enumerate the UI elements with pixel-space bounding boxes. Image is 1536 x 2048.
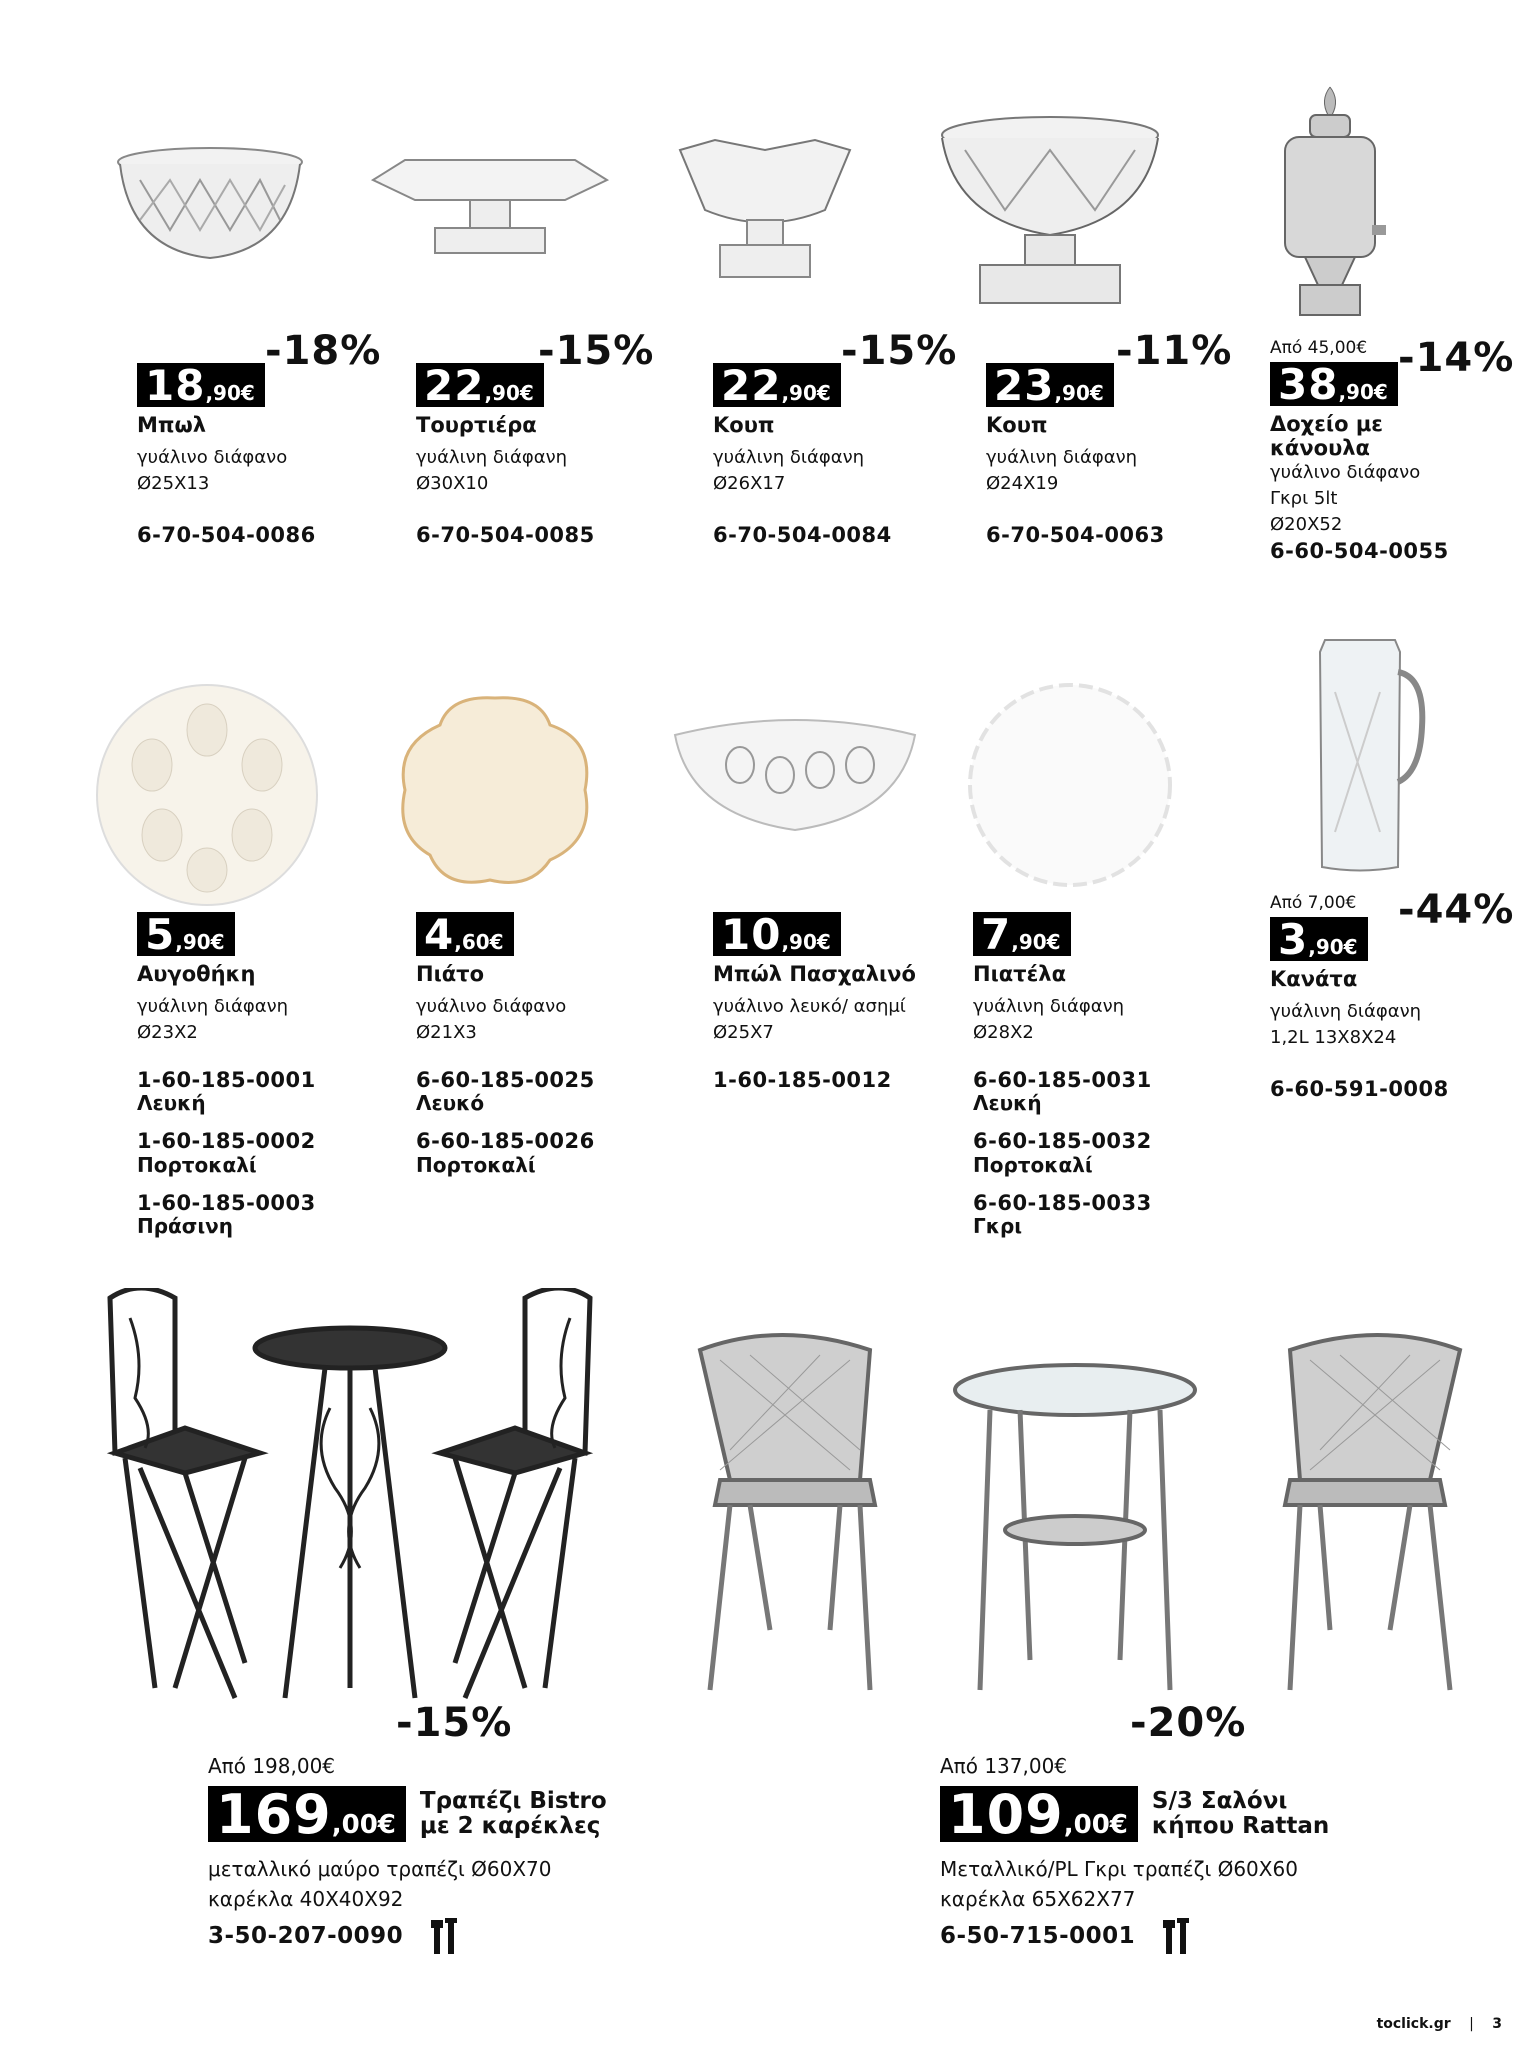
price-integer: 3 bbox=[1278, 915, 1309, 964]
code-row bbox=[940, 1916, 1360, 1956]
product-name: Δοχείο με κάνουλα bbox=[1270, 412, 1383, 461]
product-name: Πιάτο bbox=[416, 962, 485, 986]
discount-badge: -20% bbox=[1130, 1700, 1247, 1746]
desc-line: καρέκλα 65Χ62Χ77 bbox=[940, 1887, 1136, 1911]
variant-item bbox=[973, 1129, 1243, 1176]
product-code: 3-50-207-0090 bbox=[208, 1923, 404, 1949]
product-card bbox=[713, 912, 983, 1106]
drink-dispenser-image bbox=[1270, 85, 1390, 325]
variant-color: Γκρι bbox=[973, 1213, 1023, 1238]
variant-item bbox=[137, 1129, 407, 1176]
product-description bbox=[137, 445, 407, 497]
price-tag bbox=[1270, 360, 1398, 409]
product-code: 6-60-504-0055 bbox=[1270, 538, 1449, 563]
desc-line: Γκρι 5lt bbox=[1270, 488, 1338, 510]
variant-color: Λευκό bbox=[416, 1091, 485, 1116]
name-line: S/3 Σαλόνι bbox=[1151, 1787, 1288, 1814]
product-card bbox=[1270, 335, 1520, 563]
variant-code: 1-60-185-0001 bbox=[137, 1068, 316, 1093]
product-name bbox=[1152, 1789, 1329, 1840]
product-description bbox=[1270, 999, 1520, 1051]
product-card bbox=[973, 912, 1243, 1252]
discount-badge: -15% bbox=[538, 328, 655, 374]
product-name: Μπώλ Πασχαλινό bbox=[713, 962, 916, 986]
variant-item bbox=[973, 1068, 1243, 1115]
glass-coupe-image bbox=[675, 135, 855, 285]
price-integer: 22 bbox=[721, 361, 782, 410]
egg-holder-plate-image bbox=[92, 680, 322, 910]
price-decimal: ,90€ bbox=[1054, 381, 1104, 405]
desc-line: Ø23Χ2 bbox=[137, 1022, 198, 1044]
price-integer: 4 bbox=[424, 910, 455, 959]
product-code: 6-70-504-0084 bbox=[713, 523, 892, 548]
variant-item bbox=[973, 1191, 1243, 1238]
product-name: Μπωλ bbox=[137, 413, 207, 437]
desc-line: γυάλινη διάφανη bbox=[713, 447, 865, 469]
variant-color: Πορτοκαλί bbox=[973, 1152, 1093, 1177]
price-decimal: ,90€ bbox=[1011, 930, 1061, 954]
price-tag bbox=[713, 910, 841, 959]
price-tag bbox=[986, 361, 1114, 410]
variant-color: Πράσινη bbox=[137, 1213, 234, 1238]
product-description bbox=[1270, 460, 1520, 538]
discount-badge: -15% bbox=[396, 1700, 513, 1746]
variant-color: Πορτοκαλί bbox=[416, 1152, 536, 1177]
price-integer: 18 bbox=[145, 361, 206, 410]
original-price: Από 137,00€ bbox=[940, 1754, 1068, 1778]
original-price: Από 7,00€ bbox=[1270, 893, 1357, 913]
product-description bbox=[416, 994, 686, 1046]
glass-jug-image bbox=[1310, 632, 1430, 877]
footer-separator: | bbox=[1469, 2016, 1474, 2032]
price-decimal: ,90€ bbox=[205, 381, 255, 405]
price-decimal: ,90€ bbox=[1308, 935, 1358, 959]
product-code: 6-70-504-0086 bbox=[137, 523, 316, 548]
page-number: 3 bbox=[1492, 2016, 1502, 2032]
variant-code: 6-60-185-0031 bbox=[973, 1068, 1152, 1093]
desc-line: 1,2L 13Χ8Χ24 bbox=[1270, 1027, 1397, 1049]
site-link[interactable]: toclick.gr bbox=[1376, 2016, 1451, 2032]
platter-image bbox=[965, 680, 1175, 890]
price-tag bbox=[137, 910, 235, 959]
variant-item bbox=[137, 1068, 407, 1115]
desc-line: γυάλινο διάφανο bbox=[137, 447, 288, 469]
variant-code: 6-60-185-0025 bbox=[416, 1068, 595, 1093]
variant-item bbox=[137, 1191, 407, 1238]
variant-item bbox=[416, 1068, 686, 1115]
desc-line: γυάλινη διάφανη bbox=[137, 996, 289, 1018]
price-tag bbox=[416, 361, 544, 410]
product-card bbox=[416, 328, 686, 548]
desc-line: Μεταλλικό/PL Γκρι τραπέζι Ø60Χ60 bbox=[940, 1857, 1298, 1881]
price-integer: 169 bbox=[216, 1783, 332, 1846]
price-decimal: ,90€ bbox=[781, 930, 831, 954]
price-row bbox=[208, 1783, 628, 1846]
cake-stand-image bbox=[365, 150, 615, 260]
variant-item bbox=[416, 1129, 686, 1176]
product-code: 6-70-504-0063 bbox=[986, 523, 1165, 548]
product-description bbox=[713, 994, 983, 1046]
price-integer: 5 bbox=[145, 910, 176, 959]
product-card bbox=[713, 328, 983, 548]
product-name: Αυγοθήκη bbox=[137, 962, 256, 986]
product-code: 6-60-591-0008 bbox=[1270, 1077, 1449, 1102]
desc-line: Ø30Χ10 bbox=[416, 473, 489, 495]
price-decimal: ,90€ bbox=[484, 381, 534, 405]
product-name: Κουπ bbox=[713, 413, 775, 437]
furniture-offer bbox=[208, 1700, 628, 1956]
crystal-coupe-image bbox=[935, 110, 1165, 310]
price-integer: 7 bbox=[981, 910, 1012, 959]
desc-line: γυάλινη διάφανη bbox=[973, 996, 1125, 1018]
product-description bbox=[973, 994, 1243, 1046]
name-line: με 2 καρέκλες bbox=[419, 1813, 601, 1839]
desc-line: Ø28Χ2 bbox=[973, 1022, 1034, 1044]
desc-line: Ø25Χ13 bbox=[137, 473, 210, 495]
product-card bbox=[1270, 887, 1520, 1102]
product-description bbox=[713, 445, 983, 497]
price-integer: 23 bbox=[994, 361, 1055, 410]
discount-badge: -14% bbox=[1398, 335, 1515, 381]
product-description bbox=[416, 445, 686, 497]
variant-color: Λευκή bbox=[137, 1091, 206, 1116]
easter-bowl-image bbox=[670, 705, 920, 845]
price-decimal: ,90€ bbox=[1338, 380, 1388, 404]
variant-list bbox=[137, 1068, 407, 1237]
price-decimal: ,00€ bbox=[331, 1810, 396, 1840]
bistro-set-image bbox=[95, 1288, 605, 1708]
desc-line: Ø26Χ17 bbox=[713, 473, 786, 495]
discount-badge: -15% bbox=[841, 328, 958, 374]
variant-color: Λευκή bbox=[973, 1091, 1042, 1116]
desc-line: καρέκλα 40Χ40Χ92 bbox=[208, 1887, 404, 1911]
desc-line: μεταλλικό μαύρο τραπέζι Ø60Χ70 bbox=[208, 1857, 552, 1881]
product-name: Κανάτα bbox=[1270, 967, 1358, 991]
variant-list bbox=[713, 1068, 983, 1092]
desc-line: Ø24Χ19 bbox=[986, 473, 1059, 495]
desc-line: γυάλινη διάφανη bbox=[416, 447, 568, 469]
desc-line: γυάλινη διάφανη bbox=[1270, 1001, 1422, 1023]
code-row bbox=[208, 1916, 628, 1956]
flower-plate-image bbox=[390, 690, 600, 890]
page-footer bbox=[1377, 2016, 1502, 2032]
desc-line: γυάλινο διάφανο bbox=[1270, 462, 1421, 484]
price-decimal: ,90€ bbox=[781, 381, 831, 405]
price-decimal: ,00€ bbox=[1063, 1810, 1128, 1840]
assembly-tools-icon bbox=[1163, 1916, 1191, 1956]
product-name: Τουρτιέρα bbox=[416, 413, 537, 437]
desc-line: Ø21Χ3 bbox=[416, 1022, 477, 1044]
variant-code: 1-60-185-0002 bbox=[137, 1129, 316, 1154]
price-integer: 10 bbox=[721, 910, 782, 959]
variant-code: 6-60-185-0032 bbox=[973, 1129, 1152, 1154]
variant-code: 1-60-185-0012 bbox=[713, 1068, 892, 1093]
price-decimal: ,90€ bbox=[175, 930, 225, 954]
variant-code: 1-60-185-0003 bbox=[137, 1190, 316, 1215]
price-integer: 38 bbox=[1278, 360, 1339, 409]
desc-line: Ø25Χ7 bbox=[713, 1022, 774, 1044]
desc-line: Ø20Χ52 bbox=[1270, 514, 1343, 536]
crystal-bowl-image bbox=[110, 140, 310, 270]
variant-color: Πορτοκαλί bbox=[137, 1152, 257, 1177]
price-tag bbox=[940, 1783, 1138, 1846]
desc-line: γυάλινο διάφανο bbox=[416, 996, 567, 1018]
product-name: Πιατέλα bbox=[973, 962, 1066, 986]
price-tag bbox=[137, 361, 265, 410]
variant-list bbox=[416, 1068, 686, 1176]
product-code: 6-50-715-0001 bbox=[940, 1923, 1136, 1949]
variant-code: 6-60-185-0026 bbox=[416, 1129, 595, 1154]
product-description bbox=[208, 1854, 628, 1914]
rattan-set-image bbox=[690, 1330, 1470, 1710]
product-card bbox=[137, 912, 407, 1252]
variant-item bbox=[713, 1068, 983, 1092]
price-row bbox=[940, 1783, 1360, 1846]
discount-badge: -11% bbox=[1116, 328, 1233, 374]
assembly-tools-icon bbox=[431, 1916, 459, 1956]
original-price: Από 198,00€ bbox=[208, 1754, 336, 1778]
product-name bbox=[420, 1789, 607, 1840]
product-name: Κουπ bbox=[986, 413, 1048, 437]
product-card bbox=[416, 912, 686, 1191]
name-line: Τραπέζι Bistro bbox=[419, 1787, 607, 1814]
discount-badge: -18% bbox=[265, 328, 382, 374]
product-description bbox=[137, 994, 407, 1046]
product-description bbox=[940, 1854, 1360, 1914]
product-description bbox=[986, 445, 1256, 497]
price-integer: 22 bbox=[424, 361, 485, 410]
furniture-offer bbox=[940, 1700, 1360, 1956]
desc-line: γυάλινη διάφανη bbox=[986, 447, 1138, 469]
name-line: κήπου Rattan bbox=[1151, 1813, 1330, 1839]
price-tag bbox=[416, 910, 514, 959]
price-tag bbox=[713, 361, 841, 410]
product-card bbox=[986, 328, 1256, 548]
discount-badge: -44% bbox=[1398, 887, 1515, 933]
price-integer: 109 bbox=[948, 1783, 1064, 1846]
price-tag bbox=[208, 1783, 406, 1846]
price-tag bbox=[1270, 915, 1368, 964]
product-card bbox=[137, 328, 407, 548]
original-price: Από 45,00€ bbox=[1270, 338, 1368, 358]
variant-code: 6-60-185-0033 bbox=[973, 1190, 1152, 1215]
price-tag bbox=[973, 910, 1071, 959]
product-code: 6-70-504-0085 bbox=[416, 523, 595, 548]
variant-list bbox=[973, 1068, 1243, 1237]
price-decimal: ,60€ bbox=[454, 930, 504, 954]
desc-line: γυάλινο λευκό/ ασημί bbox=[713, 996, 906, 1018]
